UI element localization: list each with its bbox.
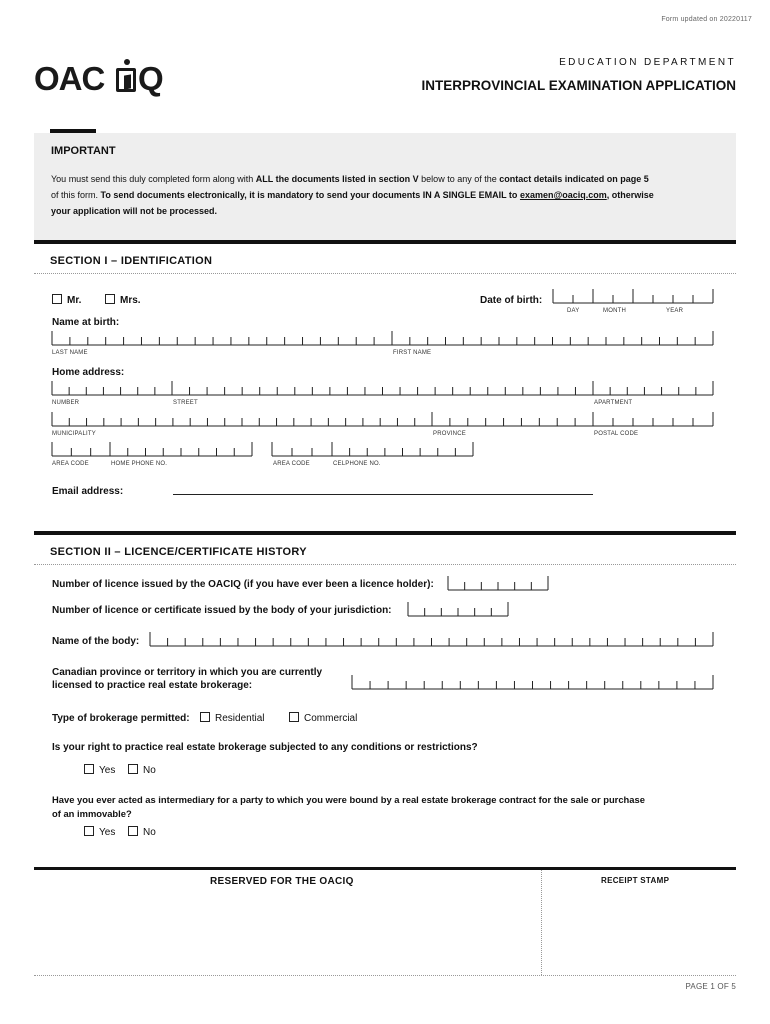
page-title: INTERPROVINCIAL EXAMINATION APPLICATION bbox=[421, 78, 736, 93]
important-text-6: To send documents electronically, it is mandatory to send your documents IN A SINGLE EMAIL to bbox=[100, 190, 518, 200]
conditions-yes-label: Yes bbox=[99, 765, 116, 776]
province-input[interactable] bbox=[432, 412, 593, 426]
q-conditions: Is your right to practice real estate brokerage subjected to any conditions or restrictions? bbox=[52, 742, 478, 753]
intermediary-yes-label: Yes bbox=[99, 827, 116, 838]
page-number: PAGE 1 OF 5 bbox=[685, 982, 736, 991]
apartment-label: APARTMENT bbox=[594, 400, 633, 406]
postal-code-label: POSTAL CODE bbox=[594, 431, 639, 437]
reserved-heading: RESERVED FOR THE OACIQ bbox=[210, 876, 354, 887]
cell-area-code-input[interactable] bbox=[272, 442, 332, 456]
mr-label: Mr. bbox=[67, 295, 82, 306]
dob-month-input[interactable] bbox=[593, 289, 633, 303]
important-text-2: ALL the documents listed in section V bbox=[255, 174, 419, 184]
important-text-3: below to any of the bbox=[421, 174, 497, 184]
q-licence-jurisdiction: Number of licence or certificate issued by the body of your jurisdiction: bbox=[52, 605, 392, 616]
residential-label: Residential bbox=[215, 713, 265, 724]
q-intermediary-line2: of an immovable? bbox=[52, 808, 132, 819]
form-updated-date: Form updated on 20220117 bbox=[661, 16, 752, 23]
day-label: DAY bbox=[567, 308, 580, 314]
conditions-no-label: No bbox=[143, 765, 156, 776]
first-name-input[interactable] bbox=[392, 331, 713, 345]
dob-day-input[interactable] bbox=[553, 289, 593, 303]
home-area-code-input[interactable] bbox=[52, 442, 110, 456]
municipality-input[interactable] bbox=[52, 412, 432, 426]
important-text-7: , otherwise bbox=[606, 190, 654, 200]
commercial-label: Commercial bbox=[304, 713, 358, 724]
street-input[interactable] bbox=[172, 381, 593, 395]
email-address-label: Email address: bbox=[52, 486, 124, 497]
cell-phone-label: CELPHONE NO. bbox=[333, 461, 381, 467]
logo-text-left: OAC bbox=[34, 60, 105, 97]
q-province-line2: licensed to practice real estate brokerage: bbox=[52, 680, 253, 691]
logo-text-right: Q bbox=[138, 60, 164, 97]
department-name: EDUCATION DEPARTMENT bbox=[559, 57, 736, 68]
last-name-input[interactable] bbox=[52, 331, 392, 345]
important-text-5: of this form. bbox=[51, 190, 99, 200]
apartment-input[interactable] bbox=[593, 381, 713, 395]
home-phone-label: HOME PHONE NO. bbox=[111, 461, 168, 467]
licence-oaciq-input[interactable] bbox=[448, 576, 548, 590]
province-label: PROVINCE bbox=[433, 431, 466, 437]
q-province-line1: Canadian province or territory in which you are currently bbox=[52, 667, 323, 678]
street-label: STREET bbox=[173, 400, 198, 406]
name-body-input[interactable] bbox=[150, 632, 713, 646]
q-type-brokerage: Type of brokerage permitted: bbox=[52, 713, 190, 724]
area-code-label-2: AREA CODE bbox=[273, 461, 310, 467]
cell-phone-input[interactable] bbox=[332, 442, 473, 456]
receipt-stamp-heading: RECEIPT STAMP bbox=[601, 876, 670, 885]
postal-code-input[interactable] bbox=[593, 412, 713, 426]
important-text-4: contact details indicated on page 5 bbox=[499, 174, 649, 184]
section-1-title: SECTION I – IDENTIFICATION bbox=[50, 255, 213, 267]
important-heading: IMPORTANT bbox=[51, 145, 116, 157]
year-label: YEAR bbox=[666, 308, 684, 314]
section-2-title: SECTION II – LICENCE/CERTIFICATE HISTORY bbox=[50, 546, 307, 558]
home-address-label: Home address: bbox=[52, 367, 125, 378]
first-name-label: FIRST NAME bbox=[393, 350, 432, 356]
q-licence-oaciq: Number of licence issued by the OACIQ (if you have ever been a licence holder): bbox=[52, 579, 434, 590]
date-of-birth-label: Date of birth: bbox=[480, 295, 543, 306]
important-text-8: your application will not be processed. bbox=[51, 206, 218, 216]
intermediary-no-label: No bbox=[143, 827, 156, 838]
home-phone-input[interactable] bbox=[110, 442, 252, 456]
mrs-label: Mrs. bbox=[120, 295, 141, 306]
number-label: NUMBER bbox=[52, 400, 80, 406]
last-name-label: LAST NAME bbox=[52, 350, 88, 356]
email-link[interactable]: examen@oaciq.com bbox=[519, 190, 607, 200]
licence-jurisdiction-input[interactable] bbox=[408, 602, 508, 616]
name-at-birth-label: Name at birth: bbox=[52, 317, 120, 328]
area-code-label-1: AREA CODE bbox=[52, 461, 89, 467]
q-intermediary-line1: Have you ever acted as intermediary for a party to which you were bound by a real estate brokerage contract for the sale or purchase bbox=[52, 794, 645, 805]
number-input[interactable] bbox=[52, 381, 172, 395]
dob-year-input[interactable] bbox=[633, 289, 713, 303]
important-text-1: You must send this duly completed form along with bbox=[51, 174, 254, 184]
month-label: MONTH bbox=[603, 308, 626, 314]
province-territory-input[interactable] bbox=[352, 675, 713, 689]
municipality-label: MUNICIPALITY bbox=[52, 431, 96, 437]
q-name-body: Name of the body: bbox=[52, 636, 140, 647]
